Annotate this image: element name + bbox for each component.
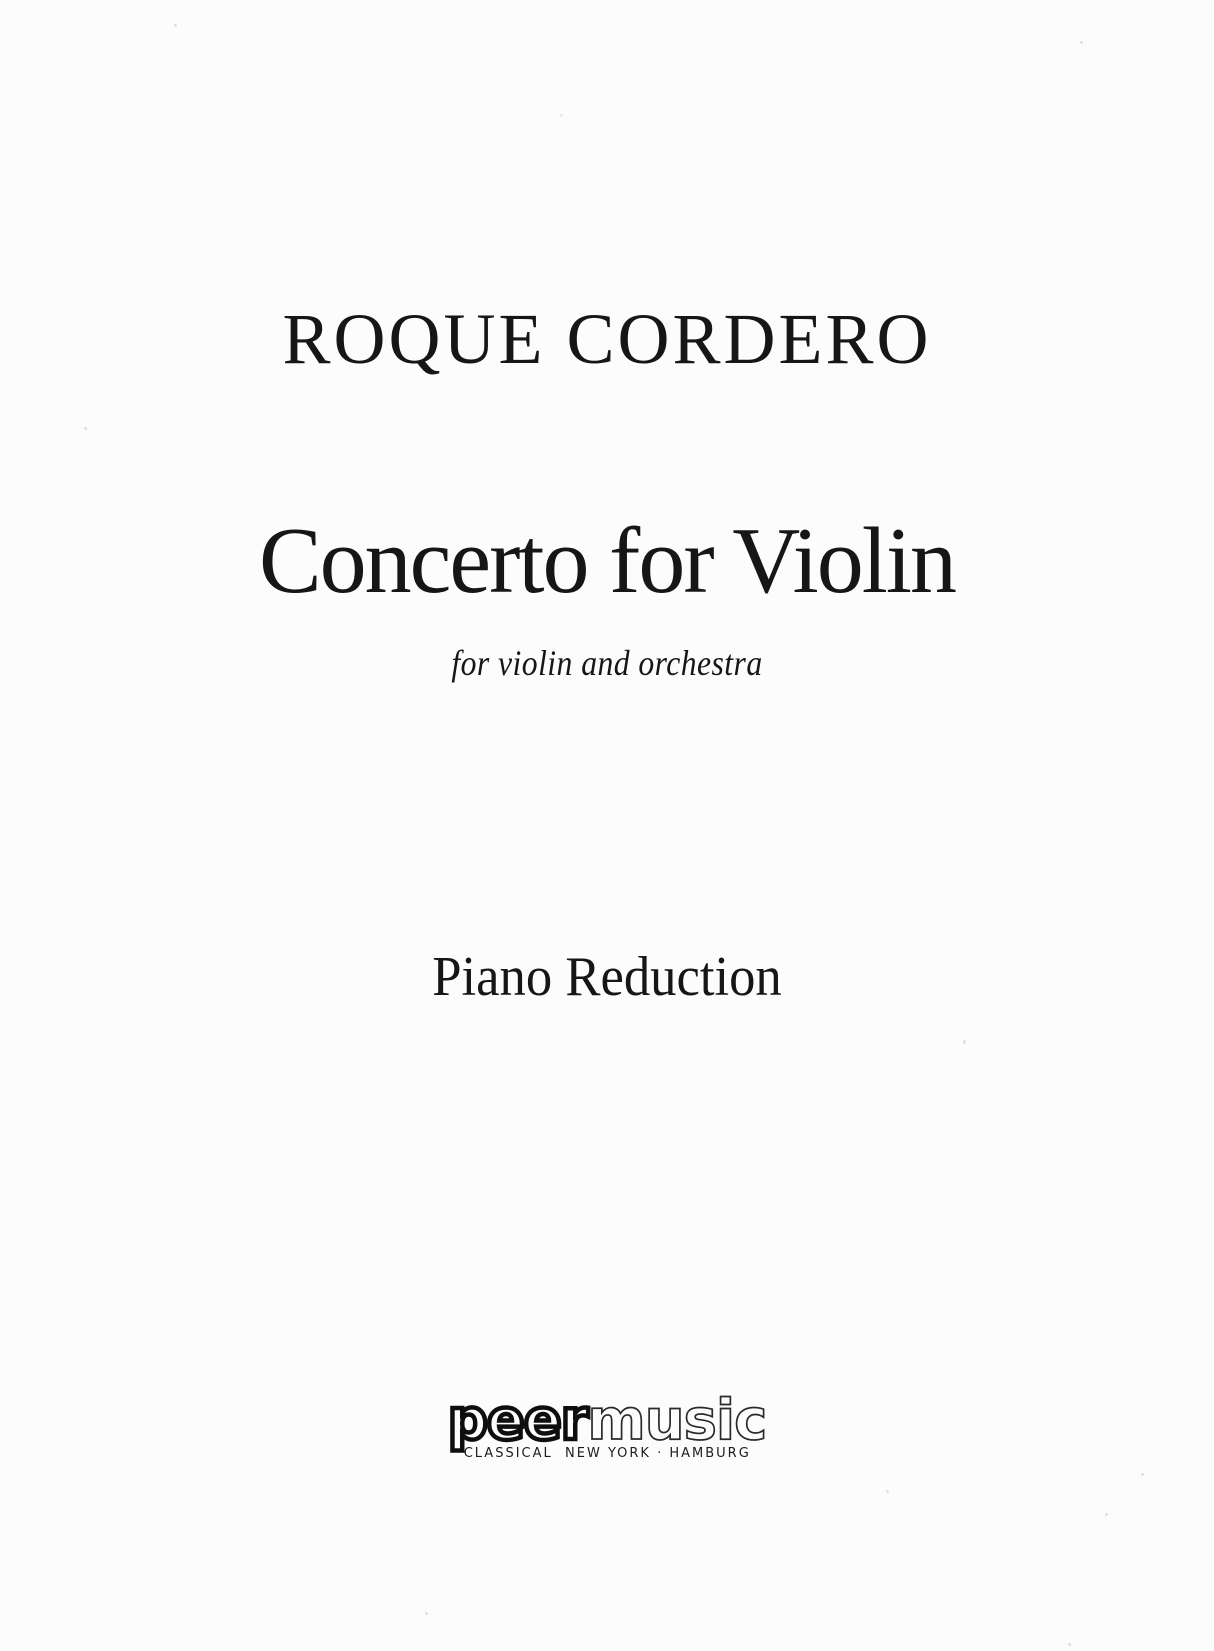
scan-speck — [1141, 1473, 1144, 1476]
publisher-logo-wordmark — [447, 1388, 767, 1453]
scan-speck — [425, 1612, 428, 1615]
publisher-tagline: CLASSICAL NEW YORK · HAMBURG — [463, 1446, 751, 1461]
scan-speck — [560, 114, 563, 117]
scan-speck — [1068, 1643, 1071, 1646]
publisher-logo-peer-text: peer — [447, 1388, 588, 1453]
publisher-logo — [447, 1388, 767, 1461]
scan-speck — [963, 1040, 966, 1044]
scan-speck — [174, 24, 177, 27]
scan-speck — [84, 427, 87, 430]
work-title: Concerto for Violin — [258, 509, 956, 613]
edition-label: Piano Reduction — [432, 946, 782, 1008]
composer-name: ROQUE CORDERO — [282, 299, 932, 379]
work-subtitle: for violin and orchestra — [451, 643, 763, 683]
scan-speck — [886, 1490, 889, 1493]
scan-speck — [1080, 41, 1083, 44]
scan-speck — [1105, 1513, 1108, 1516]
publisher-logo-music-text: music — [587, 1388, 767, 1453]
